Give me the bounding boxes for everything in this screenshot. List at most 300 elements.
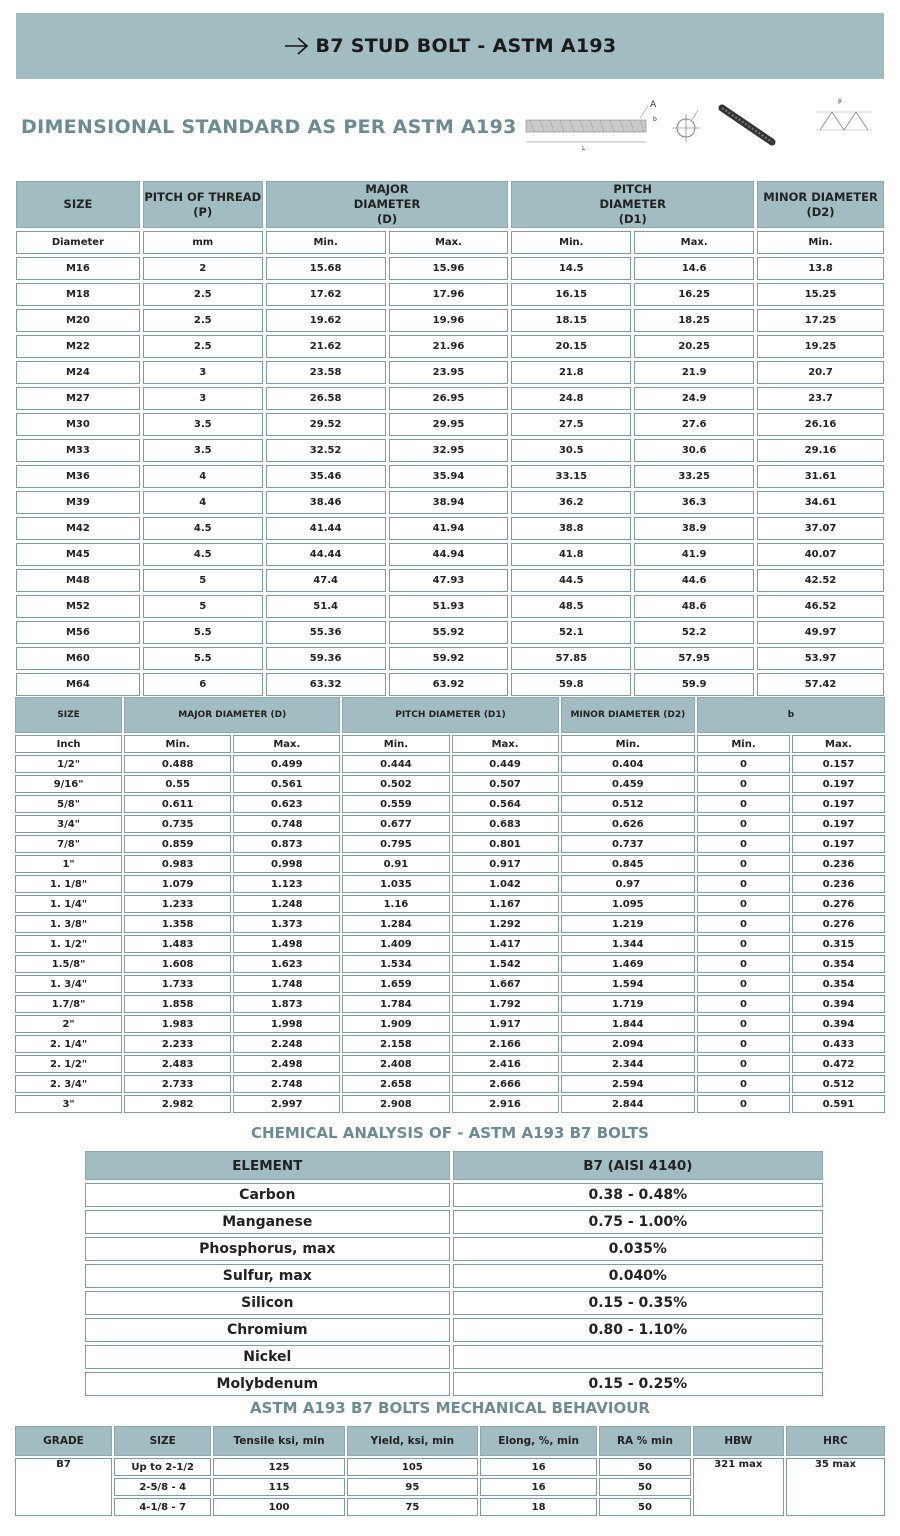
arrow-right-icon — [284, 37, 310, 55]
table-cell: 51.4 — [266, 595, 386, 618]
row-label-cell: 1. 3/4" — [15, 975, 122, 993]
subheader-cell: Min. — [342, 735, 449, 753]
table-cell: 2.158 — [342, 1035, 449, 1053]
table-cell: 2.498 — [233, 1055, 340, 1073]
table-row — [16, 543, 884, 566]
table-cell: 59.92 — [389, 647, 509, 670]
table-cell: 63.92 — [389, 673, 509, 696]
table-cell: 51.93 — [389, 595, 509, 618]
column-header-b: b — [697, 697, 885, 733]
table-cell: 27.6 — [634, 413, 754, 436]
table-cell: 0.91 — [342, 855, 449, 873]
column-header-size: SIZE — [16, 181, 140, 228]
table-cell: 1.659 — [342, 975, 449, 993]
stud-bolt-rod-image — [722, 108, 772, 142]
table-cell: 1.594 — [561, 975, 695, 993]
table-cell: 0 — [697, 1075, 790, 1093]
table-cell: 0 — [697, 855, 790, 873]
table-cell: 2.748 — [233, 1075, 340, 1093]
table-header-row — [85, 1151, 823, 1180]
table-cell: 2.733 — [124, 1075, 231, 1093]
table-cell: 0.983 — [124, 855, 231, 873]
table-cell: 32.95 — [389, 439, 509, 462]
table-cell: 42.52 — [757, 569, 884, 592]
table-cell: 16 — [480, 1478, 597, 1496]
banner-title-text: B7 STUD BOLT - ASTM A193 — [315, 35, 617, 57]
table-row — [16, 309, 884, 332]
table-cell: 23.58 — [266, 361, 386, 384]
row-label-cell: 1. 1/2" — [15, 935, 122, 953]
table-header-row — [15, 1426, 885, 1456]
table-row — [85, 1291, 823, 1315]
table-row — [16, 283, 884, 306]
table-cell: 13.8 — [757, 257, 884, 280]
subheader-cell: Max. — [233, 735, 340, 753]
table-cell: 3.5 — [143, 439, 263, 462]
table-cell: 0.845 — [561, 855, 695, 873]
table-cell: 0.15 - 0.35% — [453, 1291, 823, 1315]
table-cell: 0.559 — [342, 795, 449, 813]
table-cell: 0 — [697, 1015, 790, 1033]
table-cell: 0.859 — [124, 835, 231, 853]
table-cell: 20.7 — [757, 361, 884, 384]
row-label-cell: M42 — [16, 517, 140, 540]
table-cell: 1.667 — [452, 975, 559, 993]
table-cell: 125 — [213, 1458, 344, 1476]
table-cell: 1.792 — [452, 995, 559, 1013]
table-cell: 1.219 — [561, 915, 695, 933]
table-cell: 26.95 — [389, 387, 509, 410]
table-cell: 50 — [599, 1478, 690, 1496]
table-cell: 0.873 — [233, 835, 340, 853]
table-cell: 2.997 — [233, 1095, 340, 1113]
row-label-cell: Manganese — [85, 1210, 450, 1234]
table-row — [85, 1210, 823, 1234]
table-cell: 2.594 — [561, 1075, 695, 1093]
table-cell: 15.96 — [389, 257, 509, 280]
column-header-pitch-diameter: PITCH DIAMETER (D1) — [342, 697, 558, 733]
cross-section-diagram — [672, 110, 700, 142]
table-cell: 4-1/8 - 7 — [114, 1498, 211, 1516]
table-cell: 0 — [697, 895, 790, 913]
row-label-cell: 1.7/8" — [15, 995, 122, 1013]
table-cell: 0 — [697, 995, 790, 1013]
table-cell: 1.035 — [342, 875, 449, 893]
row-label-cell: 1. 3/8" — [15, 915, 122, 933]
row-label-cell: M56 — [16, 621, 140, 644]
table-cell: 17.96 — [389, 283, 509, 306]
table-cell: 24.8 — [511, 387, 631, 410]
table-cell: 0 — [697, 815, 790, 833]
table-row — [16, 257, 884, 280]
table-row — [85, 1318, 823, 1342]
column-header-hbw: HBW — [693, 1426, 784, 1456]
table-cell: 0 — [697, 1055, 790, 1073]
table-row — [15, 835, 885, 853]
row-label-cell: 1. 1/8" — [15, 875, 122, 893]
table-cell: 0.97 — [561, 875, 695, 893]
table-cell: 2.5 — [143, 283, 263, 306]
dimensional-standard-heading: DIMENSIONAL STANDARD AS PER ASTM A193 — [21, 116, 517, 138]
subheader-cell: Min. — [697, 735, 790, 753]
table-cell: 0 — [697, 935, 790, 953]
table-cell: 0 — [697, 955, 790, 973]
table-row — [15, 1458, 885, 1476]
column-header-element: ELEMENT — [85, 1151, 450, 1180]
table-cell: 27.5 — [511, 413, 631, 436]
table-cell: 21.9 — [634, 361, 754, 384]
table-row — [16, 673, 884, 696]
table-cell: 0.561 — [233, 775, 340, 793]
row-label-cell: 1/2" — [15, 755, 122, 773]
table-cell: 0.801 — [452, 835, 559, 853]
table-cell: 2.5 — [143, 335, 263, 358]
table-cell: 41.94 — [389, 517, 509, 540]
table-cell: 38.94 — [389, 491, 509, 514]
table-cell: 1.873 — [233, 995, 340, 1013]
table-cell: 36.3 — [634, 491, 754, 514]
table-cell: 21.96 — [389, 335, 509, 358]
table-cell: 0.472 — [792, 1055, 885, 1073]
table-cell: 18 — [480, 1498, 597, 1516]
table-cell: 21.8 — [511, 361, 631, 384]
table-cell: 1.16 — [342, 895, 449, 913]
table-cell: 44.5 — [511, 569, 631, 592]
table-cell: 1.748 — [233, 975, 340, 993]
table-cell: 0 — [697, 875, 790, 893]
table-cell: 21.62 — [266, 335, 386, 358]
table-cell: 0.564 — [452, 795, 559, 813]
table-cell: 0.276 — [792, 915, 885, 933]
table-cell: 4.5 — [143, 517, 263, 540]
table-row — [15, 815, 885, 833]
subheader-cell: Inch — [15, 735, 122, 753]
table-row — [15, 1075, 885, 1093]
table-cell: 41.8 — [511, 543, 631, 566]
table-cell: 2.982 — [124, 1095, 231, 1113]
table-cell: 0.444 — [342, 755, 449, 773]
table-cell: 6 — [143, 673, 263, 696]
table-cell: 29.95 — [389, 413, 509, 436]
table-cell: 44.6 — [634, 569, 754, 592]
table-cell: 100 — [213, 1498, 344, 1516]
table-cell: 52.1 — [511, 621, 631, 644]
table-cell: 3 — [143, 361, 263, 384]
table-cell: 16.25 — [634, 283, 754, 306]
table-cell: 5.5 — [143, 647, 263, 670]
table-cell: 0.80 - 1.10% — [453, 1318, 823, 1342]
table-cell: 0.040% — [453, 1264, 823, 1288]
table-row — [15, 955, 885, 973]
column-header-pitch-of-thread: PITCH OF THREAD (P) — [143, 181, 263, 228]
mechanical-behaviour-table — [13, 1424, 887, 1518]
table-cell: 2.248 — [233, 1035, 340, 1053]
table-cell: 1.079 — [124, 875, 231, 893]
table-cell: 0.157 — [792, 755, 885, 773]
table-cell: 0 — [697, 755, 790, 773]
column-header-grade: GRADE — [15, 1426, 112, 1456]
table-cell: 2.408 — [342, 1055, 449, 1073]
table-cell: 0.035% — [453, 1237, 823, 1261]
table-cell: 19.96 — [389, 309, 509, 332]
table-cell: 0.512 — [792, 1075, 885, 1093]
table-cell: 32.52 — [266, 439, 386, 462]
table-cell: 37.07 — [757, 517, 884, 540]
table-cell: 0 — [697, 775, 790, 793]
row-label-cell: M30 — [16, 413, 140, 436]
row-label-cell: M18 — [16, 283, 140, 306]
table-cell: 1.858 — [124, 995, 231, 1013]
row-label-cell: M45 — [16, 543, 140, 566]
table-cell: 0.15 - 0.25% — [453, 1372, 823, 1396]
table-row — [85, 1372, 823, 1396]
subheader-cell: Max. — [389, 231, 509, 254]
row-label-cell: M33 — [16, 439, 140, 462]
table-cell: Up to 2-1/2 — [114, 1458, 211, 1476]
column-header-pitch-diameter: PITCH DIAMETER (D1) — [511, 181, 754, 228]
table-row — [16, 569, 884, 592]
table-cell: 2.844 — [561, 1095, 695, 1113]
column-header-reduction-of-area: RA % min — [599, 1426, 690, 1456]
table-cell: 0.394 — [792, 1015, 885, 1033]
chemical-analysis-heading: CHEMICAL ANALYSIS OF - ASTM A193 B7 BOLTS — [251, 1124, 649, 1142]
table-cell: 2.908 — [342, 1095, 449, 1113]
table-cell: 41.9 — [634, 543, 754, 566]
subheader-cell: Min. — [124, 735, 231, 753]
table-cell: 15.68 — [266, 257, 386, 280]
table-cell: 1.358 — [124, 915, 231, 933]
table-cell: 1.123 — [233, 875, 340, 893]
diagram-label-a: A — [650, 100, 657, 110]
table-cell: 1.983 — [124, 1015, 231, 1033]
table-cell: 95 — [347, 1478, 478, 1496]
table-cell: 0.394 — [792, 995, 885, 1013]
hrc-cell: 35 max — [786, 1458, 885, 1516]
row-label-cell: M39 — [16, 491, 140, 514]
row-label-cell: M20 — [16, 309, 140, 332]
table-cell: 1.042 — [452, 875, 559, 893]
table-cell: 46.52 — [757, 595, 884, 618]
subheader-cell: Min. — [561, 735, 695, 753]
table-cell: 1.483 — [124, 935, 231, 953]
table-subheader-row — [15, 735, 885, 753]
row-label-cell: 3/4" — [15, 815, 122, 833]
table-row — [85, 1237, 823, 1261]
row-label-cell: M22 — [16, 335, 140, 358]
table-row — [16, 517, 884, 540]
column-header-minor-diameter: MINOR DIAMETER (D2) — [561, 697, 695, 733]
table-cell: 2-5/8 - 4 — [114, 1478, 211, 1496]
table-row — [15, 855, 885, 873]
table-cell: 44.44 — [266, 543, 386, 566]
table-cell: 2.094 — [561, 1035, 695, 1053]
table-cell: 16.15 — [511, 283, 631, 306]
row-label-cell: M36 — [16, 465, 140, 488]
table-cell: 3 — [143, 387, 263, 410]
table-cell: 55.92 — [389, 621, 509, 644]
subheader-cell: Min. — [511, 231, 631, 254]
table-cell: 1.233 — [124, 895, 231, 913]
column-header-major-diameter: MAJOR DIAMETER (D) — [266, 181, 509, 228]
table-cell: 0 — [697, 975, 790, 993]
column-header-yield: Yield, ksi, min — [347, 1426, 478, 1456]
table-cell: 0.917 — [452, 855, 559, 873]
table-row — [16, 465, 884, 488]
table-cell: 0.197 — [792, 795, 885, 813]
table-cell: 1.344 — [561, 935, 695, 953]
table-row — [85, 1264, 823, 1288]
table-row — [15, 1095, 885, 1113]
table-row — [16, 621, 884, 644]
table-cell: 0.55 — [124, 775, 231, 793]
table-cell: 33.25 — [634, 465, 754, 488]
row-label-cell: M64 — [16, 673, 140, 696]
table-cell: 0.677 — [342, 815, 449, 833]
table-row — [16, 595, 884, 618]
table-cell: 0.737 — [561, 835, 695, 853]
table-row — [15, 1015, 885, 1033]
row-label-cell: M48 — [16, 569, 140, 592]
table-cell: 50 — [599, 1498, 690, 1516]
table-cell: 1.284 — [342, 915, 449, 933]
table-cell: 2.416 — [452, 1055, 559, 1073]
table-cell: 59.9 — [634, 673, 754, 696]
table-cell: 5.5 — [143, 621, 263, 644]
table-cell: 0 — [697, 1035, 790, 1053]
column-header-elongation: Elong, %, min — [480, 1426, 597, 1456]
column-header-minor-diameter: MINOR DIAMETER (D2) — [757, 181, 884, 228]
column-header-tensile: Tensile ksi, min — [213, 1426, 344, 1456]
subheader-cell: Min. — [757, 231, 884, 254]
hbw-cell: 321 max — [693, 1458, 784, 1516]
table-cell: 105 — [347, 1458, 478, 1476]
column-header-size: SIZE — [114, 1426, 211, 1456]
table-cell: 1.784 — [342, 995, 449, 1013]
row-label-cell: 1" — [15, 855, 122, 873]
table-cell: 57.95 — [634, 647, 754, 670]
table-cell: 29.52 — [266, 413, 386, 436]
table-row — [16, 413, 884, 436]
table-cell: 57.85 — [511, 647, 631, 670]
table-header-row — [16, 181, 884, 228]
table-cell: 38.8 — [511, 517, 631, 540]
table-cell: 0 — [697, 835, 790, 853]
table-cell: 1.733 — [124, 975, 231, 993]
table-row — [15, 935, 885, 953]
subheader-cell: Max. — [452, 735, 559, 753]
table-cell: 1.248 — [233, 895, 340, 913]
table-cell: 41.44 — [266, 517, 386, 540]
table-cell: 115 — [213, 1478, 344, 1496]
table-cell: 0.626 — [561, 815, 695, 833]
table-cell: 2.483 — [124, 1055, 231, 1073]
table-cell: 0.38 - 0.48% — [453, 1183, 823, 1207]
table-cell: 0.459 — [561, 775, 695, 793]
row-label-cell: 2. 1/2" — [15, 1055, 122, 1073]
table-cell: 35.94 — [389, 465, 509, 488]
row-label-cell: 1. 1/4" — [15, 895, 122, 913]
table-cell: 1.623 — [233, 955, 340, 973]
table-cell: 17.62 — [266, 283, 386, 306]
table-cell: 18.15 — [511, 309, 631, 332]
table-cell: 0.236 — [792, 875, 885, 893]
table-cell: 0.499 — [233, 755, 340, 773]
table-cell — [453, 1345, 823, 1369]
table-cell: 14.5 — [511, 257, 631, 280]
diagram-label-b: b — [653, 116, 657, 123]
table-cell: 0.236 — [792, 855, 885, 873]
table-cell: 36.2 — [511, 491, 631, 514]
column-header-size: SIZE — [15, 697, 122, 733]
table-row — [15, 795, 885, 813]
row-label-cell: Silicon — [85, 1291, 450, 1315]
table-cell: 5 — [143, 569, 263, 592]
table-row — [16, 361, 884, 384]
row-label-cell: 2. 3/4" — [15, 1075, 122, 1093]
table-cell: 1.373 — [233, 915, 340, 933]
table-cell: 1.917 — [452, 1015, 559, 1033]
banner-title — [284, 35, 617, 57]
table-cell: 0.623 — [233, 795, 340, 813]
table-row — [15, 875, 885, 893]
table-row — [15, 915, 885, 933]
table-cell: 2.666 — [452, 1075, 559, 1093]
table-cell: 2.916 — [452, 1095, 559, 1113]
table-cell: 52.2 — [634, 621, 754, 644]
row-label-cell: M24 — [16, 361, 140, 384]
table-cell: 0.433 — [792, 1035, 885, 1053]
table-cell: 1.844 — [561, 1015, 695, 1033]
row-label-cell: Carbon — [85, 1183, 450, 1207]
table-cell: 14.6 — [634, 257, 754, 280]
row-label-cell: 5/8" — [15, 795, 122, 813]
subheader-cell: Min. — [266, 231, 386, 254]
subheader-cell: Max. — [634, 231, 754, 254]
table-cell: 1.719 — [561, 995, 695, 1013]
table-cell: 0.488 — [124, 755, 231, 773]
table-cell: 23.95 — [389, 361, 509, 384]
table-cell: 0.998 — [233, 855, 340, 873]
table-header-row — [15, 697, 885, 733]
table-cell: 57.42 — [757, 673, 884, 696]
table-cell: 17.25 — [757, 309, 884, 332]
table-cell: 0.683 — [452, 815, 559, 833]
table-cell: 18.25 — [634, 309, 754, 332]
table-cell: 0 — [697, 1095, 790, 1113]
table-cell: 0.197 — [792, 835, 885, 853]
row-label-cell: Molybdenum — [85, 1372, 450, 1396]
row-label-cell: M27 — [16, 387, 140, 410]
diagram-label-l: L — [582, 145, 586, 152]
stud-bolt-side-view-diagram — [526, 100, 657, 152]
table-cell: 20.25 — [634, 335, 754, 358]
table-row — [15, 775, 885, 793]
table-cell: 35.46 — [266, 465, 386, 488]
table-cell: 15.25 — [757, 283, 884, 306]
table-cell: 2 — [143, 257, 263, 280]
table-cell: 48.6 — [634, 595, 754, 618]
table-cell: 0.591 — [792, 1095, 885, 1113]
table-cell: 0.507 — [452, 775, 559, 793]
table-cell: 2.344 — [561, 1055, 695, 1073]
title-banner — [16, 13, 884, 79]
table-row — [16, 387, 884, 410]
table-cell: 30.5 — [511, 439, 631, 462]
table-cell: 1.167 — [452, 895, 559, 913]
table-cell: 26.58 — [266, 387, 386, 410]
table-row — [16, 439, 884, 462]
table-row — [15, 1055, 885, 1073]
